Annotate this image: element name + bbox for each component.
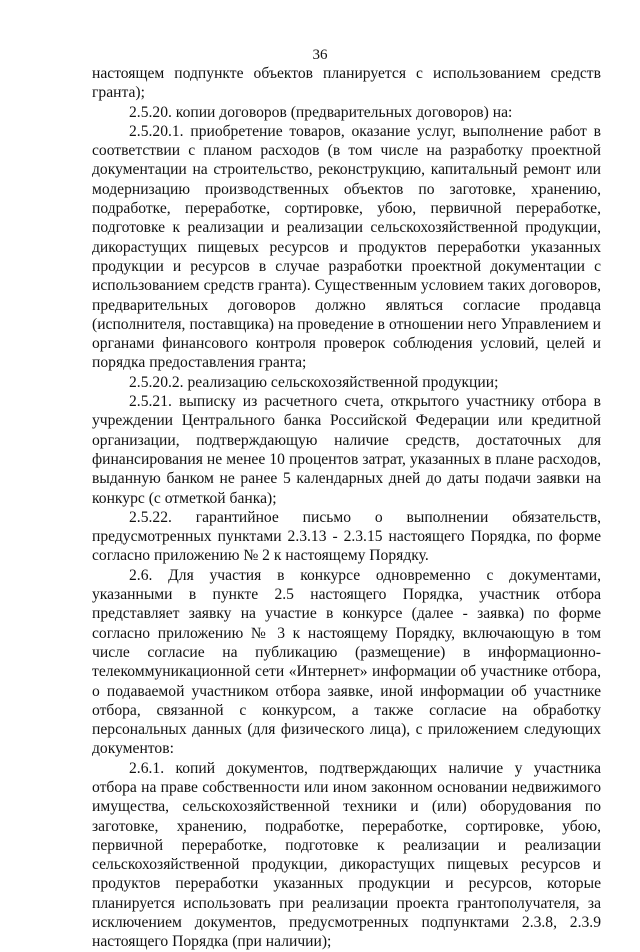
paragraph-2-5-20-1: 2.5.20.1. приобретение товаров, оказание услуг, выполнение работ в соответствии с планом расходов (в том числе на разработку проектной документации на строительство, реконструкцию, капитальный ремонт или модернизацию производственных объектов по заготовке, хранению, подработке, переработке, сортировке, убою, первичной переработке, подготовке к реализации и реализации сельскохозяйственной продукции, дикорастущих пищевых ресурсов и продуктов переработки указанных продукции и ресурсов в случае разработки проектной документации с использованием средств гранта). Существенным условием таких договоров, предварительных договоров должно являться согласие продавца (исполнителя, поставщика) на проведение в отношении него Управлением и органами финансового контроля проверок соблюдения условий, целей и порядка предоставления гранта; — [92, 122, 601, 372]
paragraph-2-5-22: 2.5.22. гарантийное письмо о выполнении обязательств, предусмотренных пунктами 2.3.13 - 2.3.15 настоящего Порядка, по форме согласно приложению № 2 к настоящему Порядку. — [92, 508, 601, 565]
paragraph-2-5-20-2: 2.5.20.2. реализацию сельскохозяйственной продукции; — [129, 373, 499, 391]
paragraph-2-5-21: 2.5.21. выписку из расчетного счета, открытого участнику отбора в учреждении Центрального банка Российской Федерации или кредитной организации, подтверждающую наличие средств, достаточных для финансирования не менее 10 процентов затрат, указанных в плане расходов, выданную банком не ранее 5 календарных дней до даты подачи заявки на конкурс (с отметкой банка); — [92, 393, 601, 507]
paragraph-2-5-20: 2.5.20. копии договоров (предварительных договоров) на: — [129, 103, 513, 121]
page-number: 36 — [312, 47, 328, 63]
paragraph-continuation: настоящем подпункте объектов планируется с использованием средств гранта); — [92, 65, 601, 102]
paragraph-2-6-1: 2.6.1. копий документов, подтверждающих наличие у участника отбора на праве собственности или ином законном основании недвижимого имущества, сельскохозяйственной техники и (или) оборудования по заготовке, хранению, подработке, переработке, сортировке, убою, первичной переработке, подготовке к реализации и реализации сельскохозяйственной продукции, дикорастущих пищевых ресурсов и продуктов переработки указанных продукции и ресурсов, которые планируется использовать при реализации проекта грантополучателя, за исключением документов, предусмотренных подпунктами 2.3.8, 2.3.9 настоящего Порядка (при наличии); — [92, 759, 601, 951]
body-text — [92, 64, 601, 952]
paragraph-2-6: 2.6. Для участия в конкурсе одновременно с документами, указанными в пункте 2.5 настоящего Порядка, участник отбора представляет заявку на участие в конкурсе (далее - заявка) по форме согласно приложению № 3 к настоящему Порядку, включающую в том числе согласие на публикацию (размещение) в информационно-телекоммуникационной сети «Интернет» информации об участнике отбора, о подаваемой участником отбора заявке, иной информации об участнике отбора, связанной с конкурсом, а также согласие на обработку персональных данных (для физического лица), с приложением следующих документов: — [92, 566, 601, 758]
